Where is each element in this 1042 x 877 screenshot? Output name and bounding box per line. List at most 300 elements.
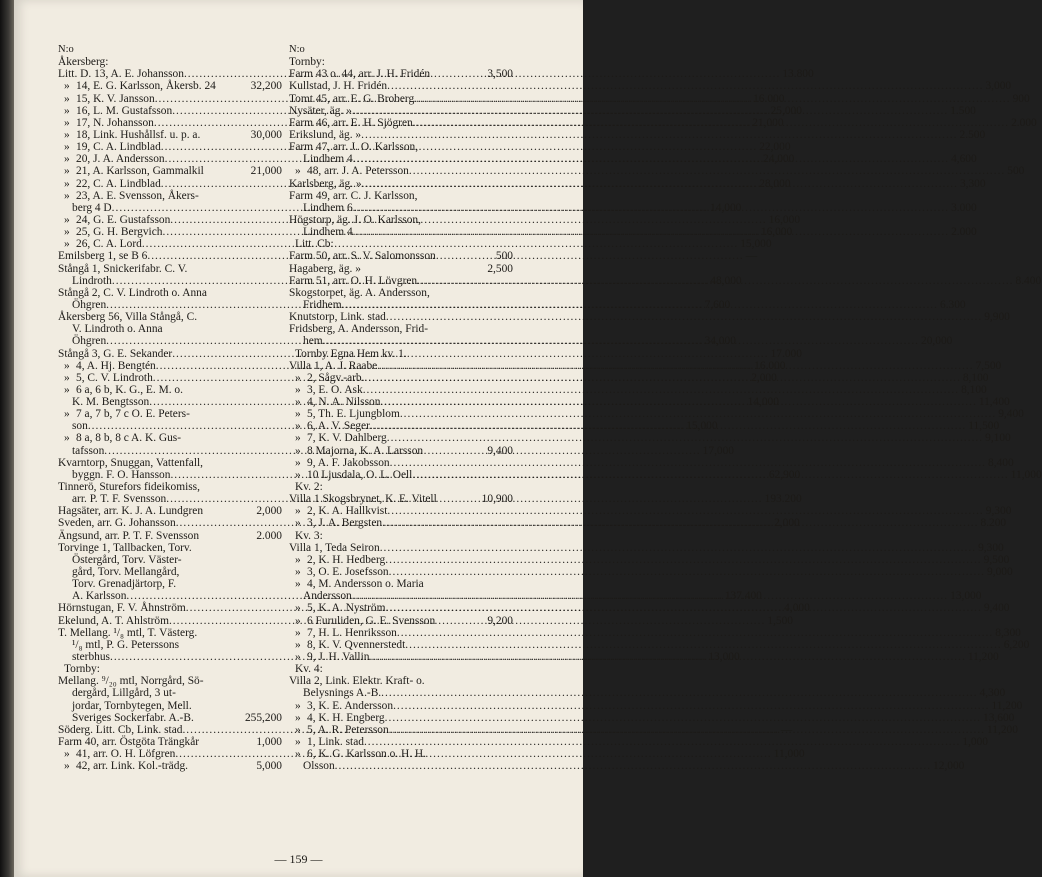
entry-label: son xyxy=(72,420,88,433)
ditto-mark: » xyxy=(295,468,301,481)
entry-label: A. Karlsson xyxy=(72,590,127,603)
entry-value: 6,200 xyxy=(1003,638,1030,651)
entry-label: 4, K. H. Engberg xyxy=(307,711,385,724)
entry-label: Stångå 1, Snickerifabr. C. V. xyxy=(58,262,188,275)
table-row xyxy=(58,481,282,493)
entry-text xyxy=(58,736,199,748)
entry-label: 21, A. Karlsson, Gammalkil xyxy=(76,165,204,178)
table-row xyxy=(289,687,1006,700)
table-row xyxy=(58,433,282,445)
ditto-mark: » xyxy=(295,420,301,433)
entry-label: 20, J. A. Andersson xyxy=(76,153,165,166)
entry-text xyxy=(295,627,397,639)
table-row xyxy=(58,408,282,420)
entry-label: 6, A. V. Seger xyxy=(307,420,370,433)
ditto-mark: » xyxy=(64,128,70,141)
table-row xyxy=(289,748,513,760)
entry-text xyxy=(289,675,425,687)
entry-text xyxy=(72,566,179,578)
entry-text xyxy=(58,68,184,80)
entry-text xyxy=(72,639,179,651)
entry-text xyxy=(58,250,147,262)
table-row xyxy=(289,675,513,687)
table-row xyxy=(289,128,986,141)
ditto-mark: » xyxy=(64,80,70,93)
entry-text xyxy=(295,396,380,408)
entry-label: berg 4 D xyxy=(72,201,112,214)
entry-label: 42, arr. Link. Kol.-trädg. xyxy=(76,760,188,773)
entry-text xyxy=(295,566,389,578)
entry-label: 5, A. R. Petersson xyxy=(307,723,389,736)
entry-label: Hagsäter, arr. K. J. A. Lundgren xyxy=(58,505,204,518)
ditto-mark: » xyxy=(64,760,70,773)
entry-text xyxy=(58,675,204,687)
entry-text xyxy=(295,651,369,663)
entry-value: 24,000 xyxy=(763,153,795,166)
entry-label: Hörnstugan, F. V. Åhnström xyxy=(58,602,186,615)
entry-label: ¹/₈ mtl, P. G. Peterssons xyxy=(72,638,180,651)
entry-label: Stångå 3, G. E. Sekander xyxy=(58,347,173,360)
entry-text xyxy=(58,542,192,554)
entry-text xyxy=(303,687,381,699)
entry-text xyxy=(295,724,389,736)
entry-text xyxy=(289,493,437,505)
entry-value: 14,000 xyxy=(710,201,742,214)
entry-value: 500 xyxy=(495,250,513,263)
leader-dots xyxy=(361,129,957,141)
ditto-mark: » xyxy=(295,432,301,445)
entry-label: 25, G. H. Bergvich xyxy=(76,226,163,239)
leader-dots xyxy=(377,360,973,372)
leader-dots xyxy=(380,542,976,554)
entry-label: Stångå 2, C. V. Lindroth o. Anna xyxy=(58,286,207,299)
entry-text xyxy=(72,275,112,287)
entry-label: Åkersberg 56, Villa Stångå, C. xyxy=(58,311,198,324)
entry-label: 5, C. V. Lindroth xyxy=(76,371,153,384)
entry-text xyxy=(289,117,413,129)
entry-text xyxy=(64,760,188,772)
entry-text xyxy=(303,202,353,214)
entry-text xyxy=(64,80,216,92)
entry-label: 8 a, 8 b, 8 c A. K. Gus- xyxy=(76,432,182,445)
table-row xyxy=(58,578,282,590)
table-row xyxy=(289,456,1014,469)
leader-dots xyxy=(385,554,981,566)
leader-dots xyxy=(363,384,959,396)
entry-text xyxy=(289,360,377,372)
entry-value: 3,300 xyxy=(959,177,986,190)
ditto-mark: » xyxy=(295,626,301,639)
entry-text xyxy=(289,129,361,141)
entry-label: Fridhem xyxy=(303,298,342,311)
ditto-mark: » xyxy=(64,165,70,178)
ditto-mark: » xyxy=(295,602,301,615)
ditto-mark: » xyxy=(64,92,70,105)
entry-value: 9,300 xyxy=(978,541,1004,554)
entry-text xyxy=(72,335,106,347)
table-row xyxy=(289,238,513,250)
entry-text xyxy=(64,105,172,117)
entry-label: 48, arr. J. A. Petersson xyxy=(307,165,409,178)
entry-label: Kv. 3: xyxy=(295,529,323,542)
entry-label: Hagaberg, äg. » xyxy=(289,262,361,275)
entry-label: Tornby Egna Hem kv. 1. xyxy=(295,347,407,360)
entry-label: Lindhem 4 xyxy=(303,226,353,239)
entry-text xyxy=(64,141,161,153)
entry-text xyxy=(289,263,361,275)
entry-value: 137.400 xyxy=(724,590,762,603)
table-row xyxy=(58,384,282,396)
entry-value: 22,000 xyxy=(759,141,791,154)
leader-dots xyxy=(353,153,949,165)
leader-dots xyxy=(385,712,981,724)
entry-label: 41, arr. O. H. Löfgren xyxy=(76,748,176,761)
entry-text xyxy=(295,748,426,760)
entry-value: — xyxy=(780,723,793,736)
entry-label: 16, L. M. Gustafsson xyxy=(76,104,173,117)
table-row xyxy=(58,323,282,335)
entry-value: 28,000 xyxy=(759,177,791,190)
entry-value: 9,100 xyxy=(985,432,1011,445)
entry-text xyxy=(295,602,385,614)
ditto-mark: » xyxy=(295,456,301,469)
ditto-mark: » xyxy=(64,189,70,202)
table-row xyxy=(58,56,282,68)
entry-text xyxy=(72,590,126,602)
entry-text xyxy=(295,420,370,432)
leader-dots xyxy=(387,505,983,517)
table-row xyxy=(58,700,282,712)
entry-text xyxy=(295,554,385,566)
entry-value: 1.500 xyxy=(950,104,976,117)
entry-label: Villa 1, Teda Seiron xyxy=(289,541,380,554)
entry-text xyxy=(303,226,353,238)
entry-label: byggn. F. O. Hansson xyxy=(72,468,171,481)
entry-value: 2.000 xyxy=(951,226,977,239)
table-row xyxy=(289,626,1021,639)
leader-dots xyxy=(417,275,1013,287)
entry-value: 193.200 xyxy=(764,493,802,506)
entry-value: 900 xyxy=(1012,92,1030,105)
entry-text xyxy=(64,238,142,250)
entry-text xyxy=(72,578,176,590)
entry-label: Ängsund, arr. P. T. F. Svensson xyxy=(58,529,200,542)
entry-text xyxy=(303,760,335,772)
entry-text xyxy=(58,505,203,517)
ditto-mark: » xyxy=(295,383,301,396)
entry-text xyxy=(58,530,199,542)
table-row xyxy=(58,663,282,675)
entry-text xyxy=(295,457,390,469)
entry-text xyxy=(64,432,181,444)
leader-dots xyxy=(390,457,986,469)
entry-text xyxy=(295,505,387,517)
entry-text xyxy=(72,712,194,724)
entry-value: 2.500 xyxy=(959,128,986,141)
table-row xyxy=(289,638,1030,651)
entry-label: 7, K. V. Dahlberg xyxy=(307,432,387,445)
entry-text xyxy=(295,408,400,420)
leader-dots xyxy=(389,724,985,736)
ditto-mark: » xyxy=(64,383,70,396)
entry-text xyxy=(289,178,362,190)
leader-dots xyxy=(405,639,1001,651)
entry-text xyxy=(58,481,200,493)
ditto-mark: » xyxy=(295,711,301,724)
entry-text xyxy=(289,141,418,153)
table-row xyxy=(289,287,513,299)
ditto-mark: » xyxy=(64,371,70,384)
table-row xyxy=(289,723,1018,736)
entry-label: Villa 2, Link. Elektr. Kraft- o. xyxy=(289,675,425,688)
entry-value: 2.000 xyxy=(256,529,282,542)
book-spine xyxy=(0,0,14,877)
table-row xyxy=(289,56,513,68)
entry-text xyxy=(58,56,108,68)
entry-label: 23, A. E. Svensson, Åkers- xyxy=(76,189,199,202)
entry-label: Kv. 2: xyxy=(295,481,323,494)
entry-text xyxy=(64,408,190,420)
entry-text xyxy=(295,578,424,590)
entry-label: 2, K. H. Hedberg xyxy=(307,553,386,566)
entry-label: Öhgren xyxy=(72,298,107,311)
leader-dots xyxy=(364,372,960,384)
entry-label: Knutstorp, Link. stad xyxy=(289,311,386,324)
entry-label: Högstorp, äg. J. O. Karlsson, xyxy=(289,213,421,226)
entry-label: Nysäter, äg. » xyxy=(289,104,352,117)
entry-label: tafsson xyxy=(72,444,105,457)
ditto-mark: » xyxy=(64,226,70,239)
entry-label: 6 a, 6 b, K. G., E. M. o. xyxy=(76,383,183,396)
leader-dots xyxy=(382,517,978,529)
entry-label: V. Lindroth o. Anna xyxy=(72,323,163,336)
entry-label: Farm 43 o. 44, arr. J. H. Fridén xyxy=(289,68,431,81)
entry-text xyxy=(64,190,199,202)
entry-text xyxy=(64,117,154,129)
entry-value: 3.000 xyxy=(951,201,977,214)
entry-text xyxy=(72,554,182,566)
entry-text xyxy=(72,323,163,335)
entry-text xyxy=(72,493,166,505)
entry-label: sterbhus xyxy=(72,651,110,664)
table-row xyxy=(289,311,1010,324)
table-row xyxy=(289,615,513,627)
entry-text xyxy=(72,651,110,663)
entry-label: 17, N. Johansson xyxy=(76,116,154,129)
entry-text xyxy=(295,481,323,493)
entry-label: Åkersberg: xyxy=(58,56,109,69)
table-row xyxy=(289,481,513,493)
table-row xyxy=(289,736,988,748)
entry-value: 2.000 xyxy=(1011,116,1037,129)
entry-label: Karlsberg, äg. » xyxy=(289,177,362,190)
table-row xyxy=(58,687,282,699)
entry-text xyxy=(289,323,428,335)
entry-value: 15,000 xyxy=(686,420,718,433)
entry-text xyxy=(64,214,170,226)
entry-value: 9,400 xyxy=(487,444,513,457)
entry-value: 13,600 xyxy=(983,711,1015,724)
table-row xyxy=(58,627,282,639)
entry-label: Sveden, arr. G. Johansson xyxy=(58,517,176,530)
leader-dots xyxy=(370,420,966,432)
entry-value: 21,000 xyxy=(250,165,282,178)
entry-value: 11,500 xyxy=(968,420,1000,433)
entry-label: Fridsberg, A. Andersson, Frid- xyxy=(289,323,429,336)
entry-text xyxy=(289,56,325,68)
document-page xyxy=(14,0,1042,877)
entry-label: Farm 47, arr. J. O. Karlsson, xyxy=(289,141,419,154)
entry-text xyxy=(58,602,186,614)
entry-label: Farm 46, arr. E. H. Sjögren xyxy=(289,116,413,129)
entry-value: 11,000 xyxy=(773,748,805,761)
leader-dots xyxy=(387,432,983,444)
table-row xyxy=(289,383,987,396)
entry-value: 1,500 xyxy=(767,614,793,627)
entry-text xyxy=(295,445,423,457)
entry-text xyxy=(64,226,162,238)
entry-value: 9,400 xyxy=(983,602,1010,615)
entry-text xyxy=(64,153,165,165)
ditto-mark: » xyxy=(64,238,70,251)
ditto-mark: » xyxy=(64,359,70,372)
entry-label: 5, Th. E. Ljungblom xyxy=(307,408,400,421)
entry-text xyxy=(295,238,334,250)
entry-value: 4,300 xyxy=(979,687,1006,700)
entry-label: dergård, Lillgård, 3 ut- xyxy=(72,687,176,700)
table-row xyxy=(289,530,513,542)
entry-value: 1,000 xyxy=(256,736,282,748)
table-row xyxy=(289,566,1013,579)
entry-label: Söderg. Litt. Cb, Link. stad xyxy=(58,723,183,736)
entry-text xyxy=(64,384,183,396)
entry-text xyxy=(72,299,106,311)
entry-label: Mellang. ⁹/₂₀ mtl, Norrgård, Sö- xyxy=(58,675,204,688)
leader-dots xyxy=(397,627,993,639)
entry-value: 2,000 xyxy=(774,517,800,530)
entry-label: Öhgren xyxy=(72,335,107,348)
entry-text xyxy=(289,214,421,226)
entry-value: 25,000 xyxy=(770,104,802,117)
entry-label: 7, H. L. Henriksson xyxy=(307,626,397,639)
entry-label: Farm 51, arr. O. H. Lövgren xyxy=(289,274,418,287)
entry-label: Erikslund, äg. » xyxy=(289,128,362,141)
entry-value: 1,000 xyxy=(962,736,988,748)
table-row xyxy=(58,712,282,724)
entry-label: Villa 1 Skogsbrynet, K. E. Vitell xyxy=(289,493,437,506)
entry-label: Torv. Grenadjärtorp, F. xyxy=(72,578,177,591)
entry-text xyxy=(295,517,382,529)
entry-text xyxy=(72,445,104,457)
entry-label: 7 a, 7 b, 7 c O. E. Peters- xyxy=(76,408,190,421)
table-row xyxy=(289,348,513,360)
entry-label: Kvarntorp, Snuggan, Vattenfall, xyxy=(58,456,203,469)
table-row xyxy=(58,639,282,651)
table-row xyxy=(58,129,282,141)
leader-dots xyxy=(342,299,938,311)
entry-value: 16.000 xyxy=(753,92,785,105)
entry-value: 9,200 xyxy=(487,614,513,627)
table-row xyxy=(289,165,1025,178)
entry-value: 21,000 xyxy=(752,116,784,129)
leader-dots xyxy=(381,687,977,699)
table-row xyxy=(289,250,513,262)
entry-value: 62,900 xyxy=(768,468,801,481)
table-row xyxy=(58,530,282,542)
entry-text xyxy=(303,153,353,165)
table-row xyxy=(289,408,1024,421)
entry-label: arr. P. T. F. Svensson xyxy=(72,493,167,506)
ditto-mark: » xyxy=(295,408,301,421)
entry-label: 9, A. F. Jakobsson xyxy=(307,456,390,469)
entry-text xyxy=(64,178,161,190)
table-row xyxy=(58,566,282,578)
entry-label: 24, G. E. Gustafsson xyxy=(76,213,171,226)
table-row xyxy=(58,554,282,566)
table-row xyxy=(289,141,513,153)
entry-text xyxy=(58,615,169,627)
leader-dots xyxy=(413,117,1009,129)
entry-value: 12,000 xyxy=(933,760,965,773)
entry-label: 6 Furuliden, G. E. Svensson xyxy=(307,614,436,627)
ditto-mark: » xyxy=(64,213,70,226)
entry-value: 3,000 xyxy=(985,80,1012,93)
entry-value: 16.000 xyxy=(754,359,786,372)
entry-label: Belysnings A.-B. xyxy=(303,687,382,700)
entry-value: 48,000 xyxy=(710,274,742,287)
entry-text xyxy=(289,275,417,287)
entry-value: 4,600 xyxy=(951,153,977,166)
table-row xyxy=(289,699,1023,712)
ditto-mark: » xyxy=(295,651,301,664)
entry-text xyxy=(303,590,352,602)
entry-text xyxy=(289,287,430,299)
entry-text xyxy=(295,384,363,396)
entry-value: 6.300 xyxy=(940,298,966,311)
table-row xyxy=(58,542,282,554)
entry-text xyxy=(64,372,153,384)
entry-text xyxy=(295,615,435,627)
entry-value: 9,400 xyxy=(998,408,1024,421)
table-row xyxy=(289,505,1012,518)
ditto-mark: » xyxy=(295,517,301,530)
table-row xyxy=(289,445,513,457)
entry-text xyxy=(295,712,385,724)
entry-value: 14,000 xyxy=(747,396,779,409)
entry-value: — xyxy=(745,250,758,263)
table-row xyxy=(289,68,513,80)
leader-dots xyxy=(364,736,960,748)
entry-label: 2, Sågv.-arb. xyxy=(307,371,365,384)
ditto-mark: » xyxy=(295,553,301,566)
entry-value: 10,900 xyxy=(481,493,513,506)
entry-label: K. M. Bengtsson xyxy=(72,396,150,409)
entry-label: 8, K. V. Qvennerstedt xyxy=(307,638,406,651)
entry-text xyxy=(64,129,200,141)
entry-value: 32,200 xyxy=(250,80,282,93)
entry-text xyxy=(295,700,393,712)
entry-text xyxy=(289,542,380,554)
ditto-mark: » xyxy=(64,153,70,166)
entry-label: Olsson xyxy=(303,760,335,773)
entry-label: Lindhem 4 xyxy=(303,153,353,166)
table-row xyxy=(58,457,282,469)
ditto-mark: » xyxy=(295,165,301,178)
entry-text xyxy=(295,663,323,675)
entry-text xyxy=(72,202,112,214)
entry-label: 1, Link. stad xyxy=(307,736,364,748)
entry-value: 20,000 xyxy=(921,335,953,348)
